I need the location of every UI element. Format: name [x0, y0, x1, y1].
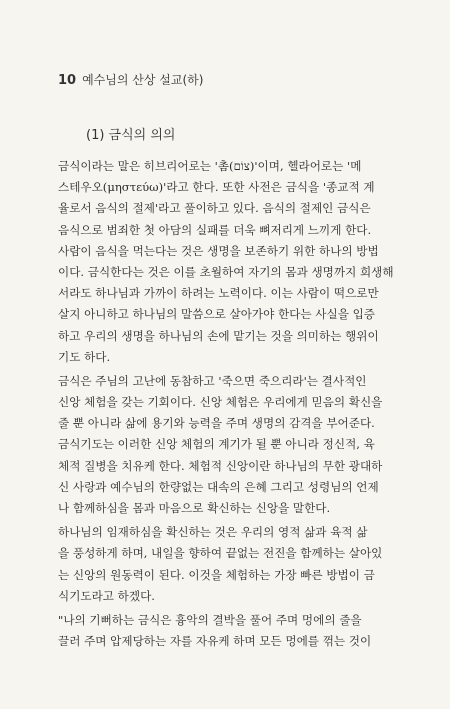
text-line: 금식은 주님의 고난에 동참하고 '죽으면 죽으리라'는 결사적인	[58, 373, 367, 388]
body-text	[58, 156, 398, 652]
paragraph	[58, 610, 398, 652]
text-line: "나의 기뻐하는 금식은 흉악의 결박을 풀어 주며 멍에의 줄을	[58, 612, 362, 627]
text-line: 이다. 금식한다는 것은 이를 초월하여 자기의 몸과 생명까지 희생해	[58, 264, 394, 279]
running-head	[58, 71, 203, 88]
text-line: 신 사랑과 예수님의 한량없는 대속의 은혜 그리고 성령님의 언제	[58, 479, 379, 494]
text-line: 을 풍성하게 하며, 내일을 향하여 끝없는 전진을 함께하는 살아있	[58, 546, 383, 561]
text-line: 끌러 주며 압제당하는 자를 자유케 하며 모든 멍에를 꺾는 것이	[58, 634, 372, 649]
text-line: 기도 하다.	[58, 349, 111, 364]
text-line: 줄 뿐 아니라 삶에 용기와 능력을 주며 생명의 감격을 부어준다.	[58, 416, 375, 431]
text-line: 율로서 음식의 절제'라고 풀이하고 있다. 음식의 절제인 금식은	[58, 201, 371, 216]
text-line: 체적 질병을 치유케 한다. 체험적 신앙이란 하나님의 무한 광대하	[58, 458, 383, 473]
text-line: 식기도라고 하겠다.	[58, 588, 155, 603]
text-line: 서라도 하나님과 가까이 하려는 노력이다. 이는 사람이 떡으로만	[58, 286, 379, 301]
text-line: 음식으로 범죄한 첫 아담의 실패를 더욱 뼈저리게 느끼게 한다.	[58, 222, 372, 237]
running-title: 예수님의 산상 설교(하)	[82, 73, 204, 87]
page-number: 10	[58, 73, 77, 88]
text-line: 살지 아니하고 하나님의 말씀으로 살아가야 한다는 사실을 입증	[58, 307, 375, 322]
text-line: 신앙 체험을 갖는 기회이다. 신앙 체험은 우리에게 믿음의 확신을	[58, 395, 383, 410]
paragraph	[58, 522, 398, 607]
text-line: 는 신앙의 원동력이 된다. 이것을 체험하는 가장 빠른 방법이 금	[58, 567, 375, 582]
section-title: (1) 금식의 의의	[86, 128, 176, 143]
paragraph	[58, 156, 398, 368]
text-line: 사람이 음식을 먹는다는 것은 생명을 보존하기 위한 하나의 방법	[58, 243, 379, 258]
text-line: 하고 우리의 생명을 하나님의 손에 맡기는 것을 의미하는 행위이	[58, 328, 379, 343]
text-line: 스테우오(μηστεύω)'라고 한다. 또한 사전은 금식을 '종교적 계	[58, 180, 375, 195]
text-line: 금식이라는 말은 히브리어로는 '촘(צוֹם)'이며, 헬라어로는 '메	[58, 159, 362, 173]
text-line: 나 함께하심을 몸과 마음으로 확신하는 신앙을 말한다.	[58, 501, 331, 515]
paragraph	[58, 371, 398, 519]
text-line: 하나님의 임재하심을 확신하는 것은 우리의 영적 삶과 육적 삶	[58, 525, 368, 540]
text-line: 금식기도는 이러한 신앙 체험의 계기가 될 뿐 아니라 정신적, 육	[58, 437, 375, 452]
